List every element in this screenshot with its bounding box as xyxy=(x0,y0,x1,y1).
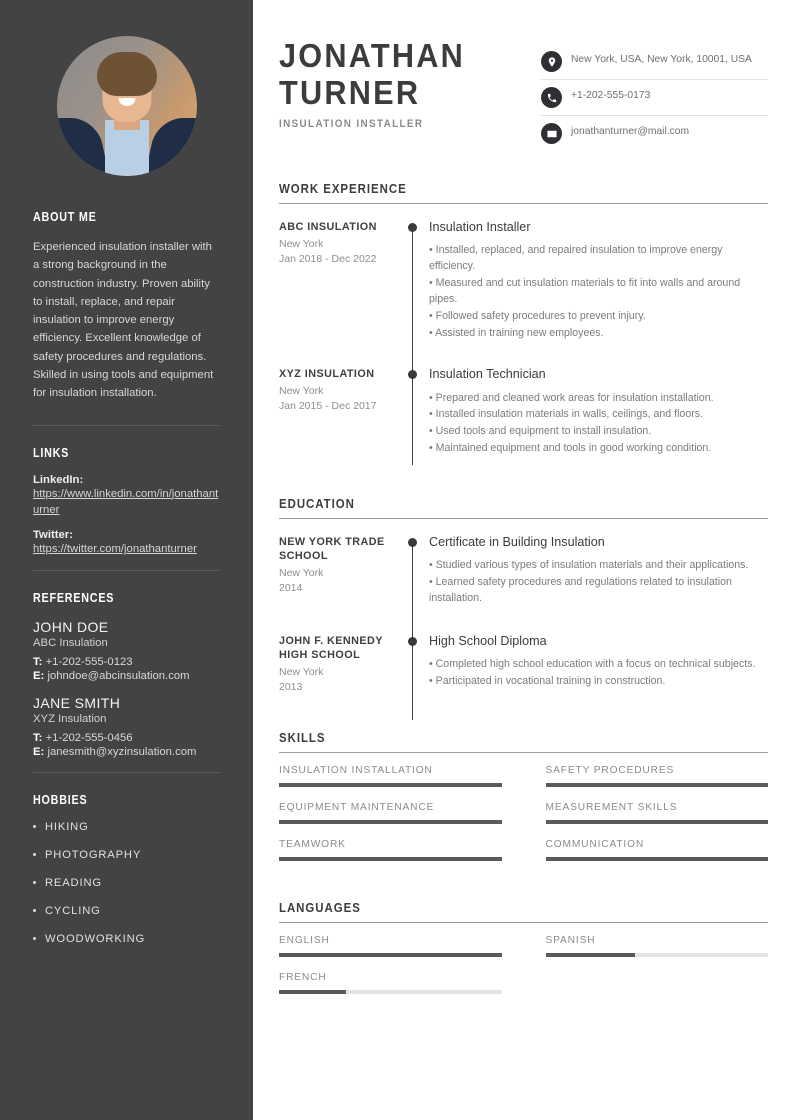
work-entry xyxy=(279,367,768,458)
work-entry-location: New York xyxy=(279,385,324,398)
section-work-experience xyxy=(279,181,768,458)
section-links xyxy=(33,426,220,571)
bullet-item: • Participated in vocational training in construction. xyxy=(429,674,666,687)
languages-grid xyxy=(279,935,768,1009)
reference-email-row xyxy=(33,746,220,758)
reference-item xyxy=(33,619,220,682)
reference-phone: +1-202-555-0123 xyxy=(45,655,133,668)
skill-meter xyxy=(279,857,502,861)
work-experience-heading: WORK EXPERIENCE xyxy=(279,181,407,196)
bullet-item: • Prepared and cleaned work areas for insulation installation. xyxy=(429,391,714,404)
page-title xyxy=(279,38,465,112)
about-me-heading: ABOUT ME xyxy=(33,210,97,224)
link-url-twitter[interactable]: https://twitter.com/jonathanturner xyxy=(33,543,197,556)
skills-heading: SKILLS xyxy=(279,730,326,746)
language-meter-fill xyxy=(546,953,635,957)
job-title: INSULATION INSTALLER xyxy=(279,117,424,130)
timeline-line xyxy=(412,373,413,465)
envelope-icon xyxy=(541,123,562,144)
link-item xyxy=(33,529,220,557)
skills-grid xyxy=(279,765,768,876)
reference-name: JANE SMITH xyxy=(33,694,121,711)
link-label-linkedin: LinkedIn: xyxy=(33,473,84,486)
work-entry-title: Insulation Installer xyxy=(429,220,531,234)
bullet-item: • Followed safety procedures to prevent injury. xyxy=(429,309,646,322)
phone-icon xyxy=(541,87,562,108)
work-entry-location: New York xyxy=(279,238,324,251)
list-item xyxy=(33,821,220,833)
work-entry-org: XYZ INSULATION xyxy=(279,368,375,381)
skill-meter xyxy=(546,783,769,787)
language-meter-fill xyxy=(279,953,502,957)
skill-label: SAFETY PROCEDURES xyxy=(545,765,675,777)
skill-label: TEAMWORK xyxy=(279,839,346,851)
bullet-item: • Measured and cut insulation materials to fit into walls and around pipes. xyxy=(429,276,741,305)
education-entry-bullets xyxy=(429,657,768,690)
language-meter xyxy=(279,990,502,994)
work-entry-org: ABC INSULATION xyxy=(279,221,377,233)
skill-item xyxy=(279,802,524,824)
skill-meter-fill xyxy=(546,820,769,824)
education-entry-title: High School Diploma xyxy=(429,633,547,648)
avatar-jacket-left xyxy=(57,118,109,176)
section-references xyxy=(33,571,220,773)
skill-label: INSULATION INSTALLATION xyxy=(279,765,433,777)
reference-email: janesmith@xyzinsulation.com xyxy=(47,745,197,758)
sidebar xyxy=(0,0,253,1120)
avatar-container xyxy=(33,36,220,176)
language-item xyxy=(524,935,769,957)
timeline-dot-icon xyxy=(408,370,417,379)
link-label-twitter: Twitter: xyxy=(33,529,73,542)
bullet-dot-icon xyxy=(33,937,36,940)
reference-phone: +1-202-555-0456 xyxy=(45,731,133,744)
timeline xyxy=(401,220,427,342)
reference-email-label: E: xyxy=(33,669,45,682)
last-name: TURNER xyxy=(279,73,421,111)
education-entry-dates: 2014 xyxy=(279,581,303,594)
work-entry-body xyxy=(427,220,768,342)
language-meter xyxy=(279,953,502,957)
language-item xyxy=(279,972,524,994)
skill-item xyxy=(524,802,769,824)
skill-item xyxy=(279,839,524,861)
bullet-dot-icon xyxy=(33,909,36,912)
avatar-hair xyxy=(97,52,157,96)
reference-phone-label: T: xyxy=(33,731,43,744)
skill-meter-fill xyxy=(279,820,502,824)
skill-meter-fill xyxy=(546,857,769,861)
section-rule xyxy=(279,922,768,923)
contact-phone-row xyxy=(541,80,768,116)
timeline-dot-icon xyxy=(408,538,417,547)
work-entry-title: Insulation Technician xyxy=(429,367,546,382)
reference-phone-label: T: xyxy=(33,655,43,668)
contact-address: New York, USA, New York, 10001, USA xyxy=(571,54,752,65)
education-entry xyxy=(279,535,768,608)
skill-meter xyxy=(279,820,502,824)
timeline-dot-icon xyxy=(408,637,417,646)
reference-company: ABC Insulation xyxy=(33,636,108,649)
education-entry-org: NEW YORK TRADE SCHOOL xyxy=(279,536,385,563)
hobby-label: CYCLING xyxy=(45,904,101,917)
section-rule xyxy=(279,752,768,753)
bullet-dot-icon xyxy=(33,853,36,856)
section-skills xyxy=(279,730,768,876)
timeline-line xyxy=(412,640,413,720)
links-heading: LINKS xyxy=(33,445,70,460)
language-label: FRENCH xyxy=(279,972,327,984)
skill-label: MEASUREMENT SKILLS xyxy=(545,802,678,814)
timeline-line xyxy=(412,226,413,388)
avatar xyxy=(57,36,197,176)
first-name: JONATHAN xyxy=(279,37,466,74)
skill-label: COMMUNICATION xyxy=(545,839,645,851)
location-pin-icon xyxy=(541,51,562,72)
education-entry-dates: 2013 xyxy=(279,680,303,693)
skill-item xyxy=(279,765,524,787)
identity-block xyxy=(279,38,479,130)
bullet-item: • Installed, replaced, and repaired insulation to improve energy efficiency. xyxy=(429,244,723,272)
education-entry-meta xyxy=(279,535,401,608)
avatar-jacket-right xyxy=(144,118,196,176)
education-entry-bullets xyxy=(429,558,768,607)
education-entry-location: New York xyxy=(279,665,324,678)
reference-phone-row xyxy=(33,656,220,668)
timeline xyxy=(401,634,427,694)
work-entry-body xyxy=(427,367,768,458)
header xyxy=(279,38,768,151)
section-hobbies xyxy=(33,773,220,945)
section-rule xyxy=(279,518,768,519)
education-entry-org: JOHN F. KENNEDY HIGH SCHOOL xyxy=(279,634,383,661)
education-entry xyxy=(279,634,768,694)
reference-item xyxy=(33,695,220,758)
bullet-item: • Installed insulation materials in walls, ceilings, and floors. xyxy=(429,408,703,421)
timeline xyxy=(401,535,427,608)
language-meter-fill xyxy=(279,990,346,994)
skill-item xyxy=(524,839,769,861)
work-entry-meta xyxy=(279,367,401,458)
reference-email: johndoe@abcinsulation.com xyxy=(47,669,190,682)
section-rule xyxy=(279,203,768,204)
hobby-label: PHOTOGRAPHY xyxy=(45,848,142,861)
work-entry-bullets xyxy=(429,391,768,458)
contact-list xyxy=(541,44,768,151)
languages-heading: LANGUAGES xyxy=(279,900,361,916)
about-me-text: Experienced insulation installer with a strong background in the construction industry. Proven ability to install, replace, and repair insulation to improve energy efficiency. Excellent knowledge of safety procedures and regulations. Skilled in using tools and equipment for insulation installation. xyxy=(33,241,214,400)
contact-phone: +1-202-555-0173 xyxy=(571,90,651,101)
bullet-item: • Assisted in training new employees. xyxy=(429,326,604,339)
link-url-linkedin[interactable]: https://www.linkedin.com/in/jonathanturner xyxy=(33,487,219,517)
skill-meter-fill xyxy=(279,783,502,787)
skill-meter xyxy=(279,783,502,787)
list-item xyxy=(33,933,220,945)
bullet-item: • Maintained equipment and tools in good working condition. xyxy=(429,442,712,455)
skill-label: EQUIPMENT MAINTENANCE xyxy=(279,802,435,814)
bullet-item: • Used tools and equipment to install insulation. xyxy=(429,425,652,438)
skill-meter xyxy=(546,820,769,824)
education-heading: EDUCATION xyxy=(279,496,355,512)
bullet-item: • Learned safety procedures and regulations related to insulation installation. xyxy=(429,576,732,605)
bullet-dot-icon xyxy=(33,881,36,884)
reference-email-label: E: xyxy=(33,745,45,758)
main-content xyxy=(253,0,794,1120)
timeline-dot-icon xyxy=(408,223,417,232)
hobbies-heading: HOBBIES xyxy=(33,792,88,807)
skill-meter xyxy=(546,857,769,861)
work-entry-bullets xyxy=(429,243,768,341)
reference-company: XYZ Insulation xyxy=(33,712,107,725)
list-item xyxy=(33,849,220,861)
language-item xyxy=(279,935,524,957)
bullet-dot-icon xyxy=(33,825,36,828)
education-entry-title: Certificate in Building Insulation xyxy=(429,535,605,550)
section-about-me xyxy=(33,176,220,426)
skill-meter-fill xyxy=(546,783,769,787)
education-entry-body xyxy=(427,535,768,608)
section-languages xyxy=(279,900,768,1009)
list-item xyxy=(33,877,220,889)
contact-email: jonathanturner@mail.com xyxy=(571,126,690,137)
hobby-label: READING xyxy=(45,876,102,889)
education-entry-location: New York xyxy=(279,567,324,580)
language-label: ENGLISH xyxy=(279,935,330,947)
timeline xyxy=(401,367,427,458)
reference-email-row xyxy=(33,670,220,682)
skill-item xyxy=(524,765,769,787)
hobby-label: WOODWORKING xyxy=(45,932,146,945)
bullet-item: • Studied various types of insulation materials and their applications. xyxy=(429,559,749,572)
list-item xyxy=(33,905,220,917)
bullet-item: • Completed high school education with a focus on technical subjects. xyxy=(429,658,756,671)
work-entry-dates: Jan 2015 - Dec 2017 xyxy=(279,400,377,413)
work-entry xyxy=(279,220,768,342)
link-item xyxy=(33,474,220,519)
language-label: SPANISH xyxy=(545,935,596,947)
work-entry-meta xyxy=(279,220,401,342)
contact-email-row xyxy=(541,116,768,151)
work-entry-dates: Jan 2018 - Dec 2022 xyxy=(279,252,377,265)
education-entry-meta xyxy=(279,634,401,694)
contact-address-row xyxy=(541,44,768,80)
language-meter xyxy=(546,953,769,957)
skill-meter-fill xyxy=(279,857,502,861)
reference-name: JOHN DOE xyxy=(33,618,109,635)
education-entry-body xyxy=(427,634,768,694)
reference-phone-row xyxy=(33,732,220,744)
references-heading: REFERENCES xyxy=(33,590,115,605)
hobby-label: HIKING xyxy=(45,820,89,833)
section-education xyxy=(279,496,768,694)
